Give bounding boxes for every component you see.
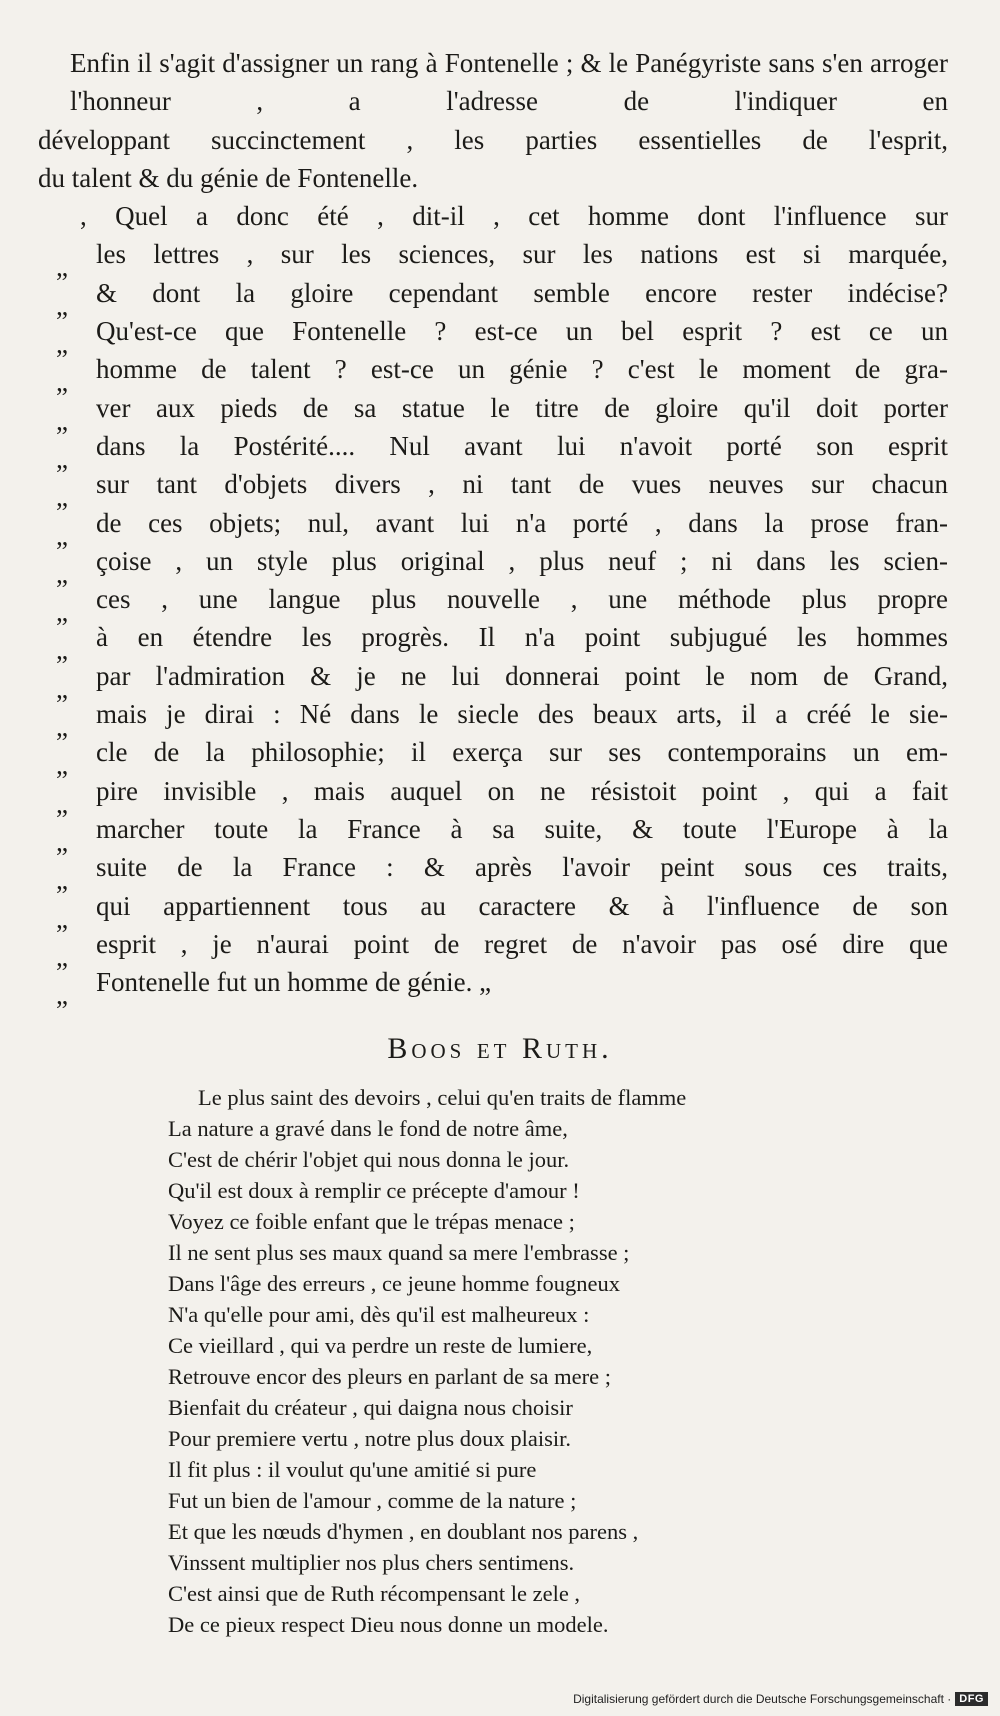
prose-line bbox=[38, 772, 948, 819]
quote-mark: „ bbox=[56, 520, 68, 551]
quote-mark: „ bbox=[56, 673, 68, 704]
quote-mark: „ bbox=[56, 712, 68, 743]
prose-line bbox=[38, 887, 948, 934]
prose-line-text: développant succinctement , les parties essentielles de l'esprit, bbox=[38, 124, 948, 155]
quote-mark: „ bbox=[56, 329, 68, 360]
poem-line: Vinssent multiplier nos plus chers sentimens. bbox=[168, 1550, 575, 1575]
prose-block bbox=[38, 44, 948, 1011]
digitization-credit bbox=[573, 1690, 988, 1708]
prose-line-text: çoise , un style plus original , plus neuf ; ni dans les scien- bbox=[96, 545, 948, 576]
poem-line: Il ne sent plus ses maux quand sa mere l'embrasse ; bbox=[168, 1240, 630, 1265]
prose-line bbox=[38, 695, 948, 743]
prose-line-text: qui appartiennent tous au caractere & à l'influence de son bbox=[96, 890, 948, 921]
quote-mark: „ bbox=[56, 941, 68, 972]
quote-mark: „ bbox=[56, 750, 68, 781]
prose-line bbox=[38, 350, 948, 398]
prose-line bbox=[38, 504, 948, 551]
prose-line bbox=[38, 810, 948, 857]
poem-line: Dans l'âge des erreurs , ce jeune homme fougneux bbox=[168, 1271, 621, 1296]
prose-line-text: Enfin il s'agit d'assigner un rang à Fontenelle ; & le Panégyriste sans s'en arroger l'honneur , a l'adresse de l'indiquer en bbox=[70, 48, 948, 117]
poem-line: Pour premiere vertu , notre plus doux plaisir. bbox=[168, 1426, 572, 1451]
poem-line: Voyez ce foible enfant que le trépas menace ; bbox=[168, 1209, 575, 1234]
prose-line-text: suite de la France : & après l'avoir peint sous ces traits, bbox=[96, 852, 948, 883]
quote-mark: „ bbox=[56, 788, 68, 819]
prose-line bbox=[38, 618, 948, 666]
credit-text: Digitalisierung gefördert durch die Deutsche Forschungsgemeinschaft · bbox=[573, 1692, 952, 1706]
poem-line: Retrouve encor des pleurs en parlant de sa mere ; bbox=[168, 1364, 611, 1389]
prose-line-text: ver aux pieds de sa statue le titre de gloire qu'il doit porter bbox=[96, 392, 948, 423]
prose-line bbox=[38, 389, 948, 436]
prose-line bbox=[38, 427, 948, 474]
poem-line: Il fit plus : il voulut qu'une amitié si pure bbox=[168, 1457, 537, 1482]
prose-line bbox=[38, 465, 948, 513]
poem-block bbox=[168, 1082, 928, 1640]
prose-line-text: les lettres , sur les sciences, sur les nations est si marquée, bbox=[96, 239, 948, 270]
prose-line bbox=[38, 44, 948, 121]
prose-line-text: du talent & du génie de Fontenelle. bbox=[38, 162, 419, 193]
prose-line bbox=[38, 312, 948, 360]
prose-line-text: cle de la philosophie; il exerça sur ses contemporains un em- bbox=[96, 737, 948, 768]
quote-mark: „ bbox=[56, 865, 68, 896]
prose-line bbox=[38, 542, 948, 589]
prose-line bbox=[38, 235, 948, 283]
prose-line-text: Qu'est-ce que Fontenelle ? est-ce un bel esprit ? est ce un bbox=[96, 316, 948, 347]
poem-line: Fut un bien de l'amour , comme de la nature ; bbox=[168, 1488, 577, 1513]
poem-line: Ce vieillard , qui va perdre un reste de lumiere, bbox=[168, 1333, 593, 1358]
quote-mark: „ bbox=[56, 405, 68, 436]
poem-line: De ce pieux respect Dieu nous donne un modele. bbox=[168, 1612, 609, 1637]
poem-line: Bienfait du créateur , qui daigna nous choisir bbox=[168, 1395, 573, 1420]
prose-line bbox=[38, 580, 948, 628]
quote-mark: „ bbox=[56, 252, 68, 283]
prose-line bbox=[38, 121, 948, 159]
prose-line-text: esprit , je n'aurai point de regret de n'avoir pas osé dire que bbox=[96, 928, 948, 959]
section-heading: Boos et Ruth. bbox=[387, 1032, 613, 1065]
prose-line-text: , Quel a donc été , dit-il , cet homme dont l'influence sur bbox=[80, 201, 948, 232]
prose-line bbox=[38, 159, 948, 197]
prose-line-text: de ces objets; nul, avant lui n'a porté , dans la prose fran- bbox=[96, 507, 948, 538]
prose-line-text: à en étendre les progrès. Il n'a point subjugué les hommes bbox=[96, 622, 948, 653]
prose-line-text: mais je dirai : Né dans le siecle des beaux arts, il a créé le sie- bbox=[96, 699, 948, 730]
prose-line-text: par l'admiration & je ne lui donnerai point le nom de Grand, bbox=[96, 660, 948, 691]
prose-line bbox=[38, 657, 948, 704]
prose-line bbox=[38, 733, 948, 781]
prose-line-text: marcher toute la France à sa suite, & toute l'Europe à la bbox=[96, 813, 948, 844]
prose-line-text: ces , une langue plus nouvelle , une méthode plus propre bbox=[96, 584, 948, 615]
quote-mark: „ bbox=[56, 597, 68, 628]
poem-line: Le plus saint des devoirs , celui qu'en traits de flamme bbox=[198, 1085, 687, 1110]
quote-mark: „ bbox=[56, 980, 68, 1011]
quote-mark: „ bbox=[56, 290, 68, 321]
poem-line: La nature a gravé dans le fond de notre âme, bbox=[168, 1116, 568, 1141]
quote-mark: „ bbox=[56, 635, 68, 666]
quote-mark: „ bbox=[56, 826, 68, 857]
quote-mark: „ bbox=[56, 903, 68, 934]
prose-line bbox=[38, 963, 948, 1011]
quote-mark: „ bbox=[56, 558, 68, 589]
prose-line-text: & dont la gloire cependant semble encore rester indécise? bbox=[96, 277, 948, 308]
dfg-logo: DFG bbox=[955, 1692, 988, 1706]
prose-line bbox=[38, 925, 948, 972]
poem-line: N'a qu'elle pour ami, dès qu'il est malheureux : bbox=[168, 1302, 590, 1327]
prose-line-text: pire invisible , mais auquel on ne résistoit point , qui a fait bbox=[96, 775, 948, 806]
poem-line: Et que les nœuds d'hymen , en doublant nos parens , bbox=[168, 1519, 639, 1544]
prose-line-text: sur tant d'objets divers , ni tant de vues neuves sur chacun bbox=[96, 469, 948, 500]
prose-line-text: homme de talent ? est-ce un génie ? c'est le moment de gra- bbox=[96, 354, 948, 385]
quote-mark: „ bbox=[56, 367, 68, 398]
quote-mark: „ bbox=[56, 482, 68, 513]
prose-line bbox=[38, 197, 948, 235]
prose-line bbox=[38, 274, 948, 321]
prose-line-text: dans la Postérité.... Nul avant lui n'avoit porté son esprit bbox=[96, 430, 948, 461]
quote-mark: „ bbox=[56, 443, 68, 474]
poem-line: C'est de chérir l'objet qui nous donna le jour. bbox=[168, 1147, 570, 1172]
prose-line-text: Fontenelle fut un homme de génie. „ bbox=[96, 967, 492, 998]
poem-line: C'est ainsi que de Ruth récompensant le zele , bbox=[168, 1581, 581, 1606]
poem-line: Qu'il est doux à remplir ce précepte d'amour ! bbox=[168, 1178, 580, 1203]
prose-line bbox=[38, 848, 948, 896]
